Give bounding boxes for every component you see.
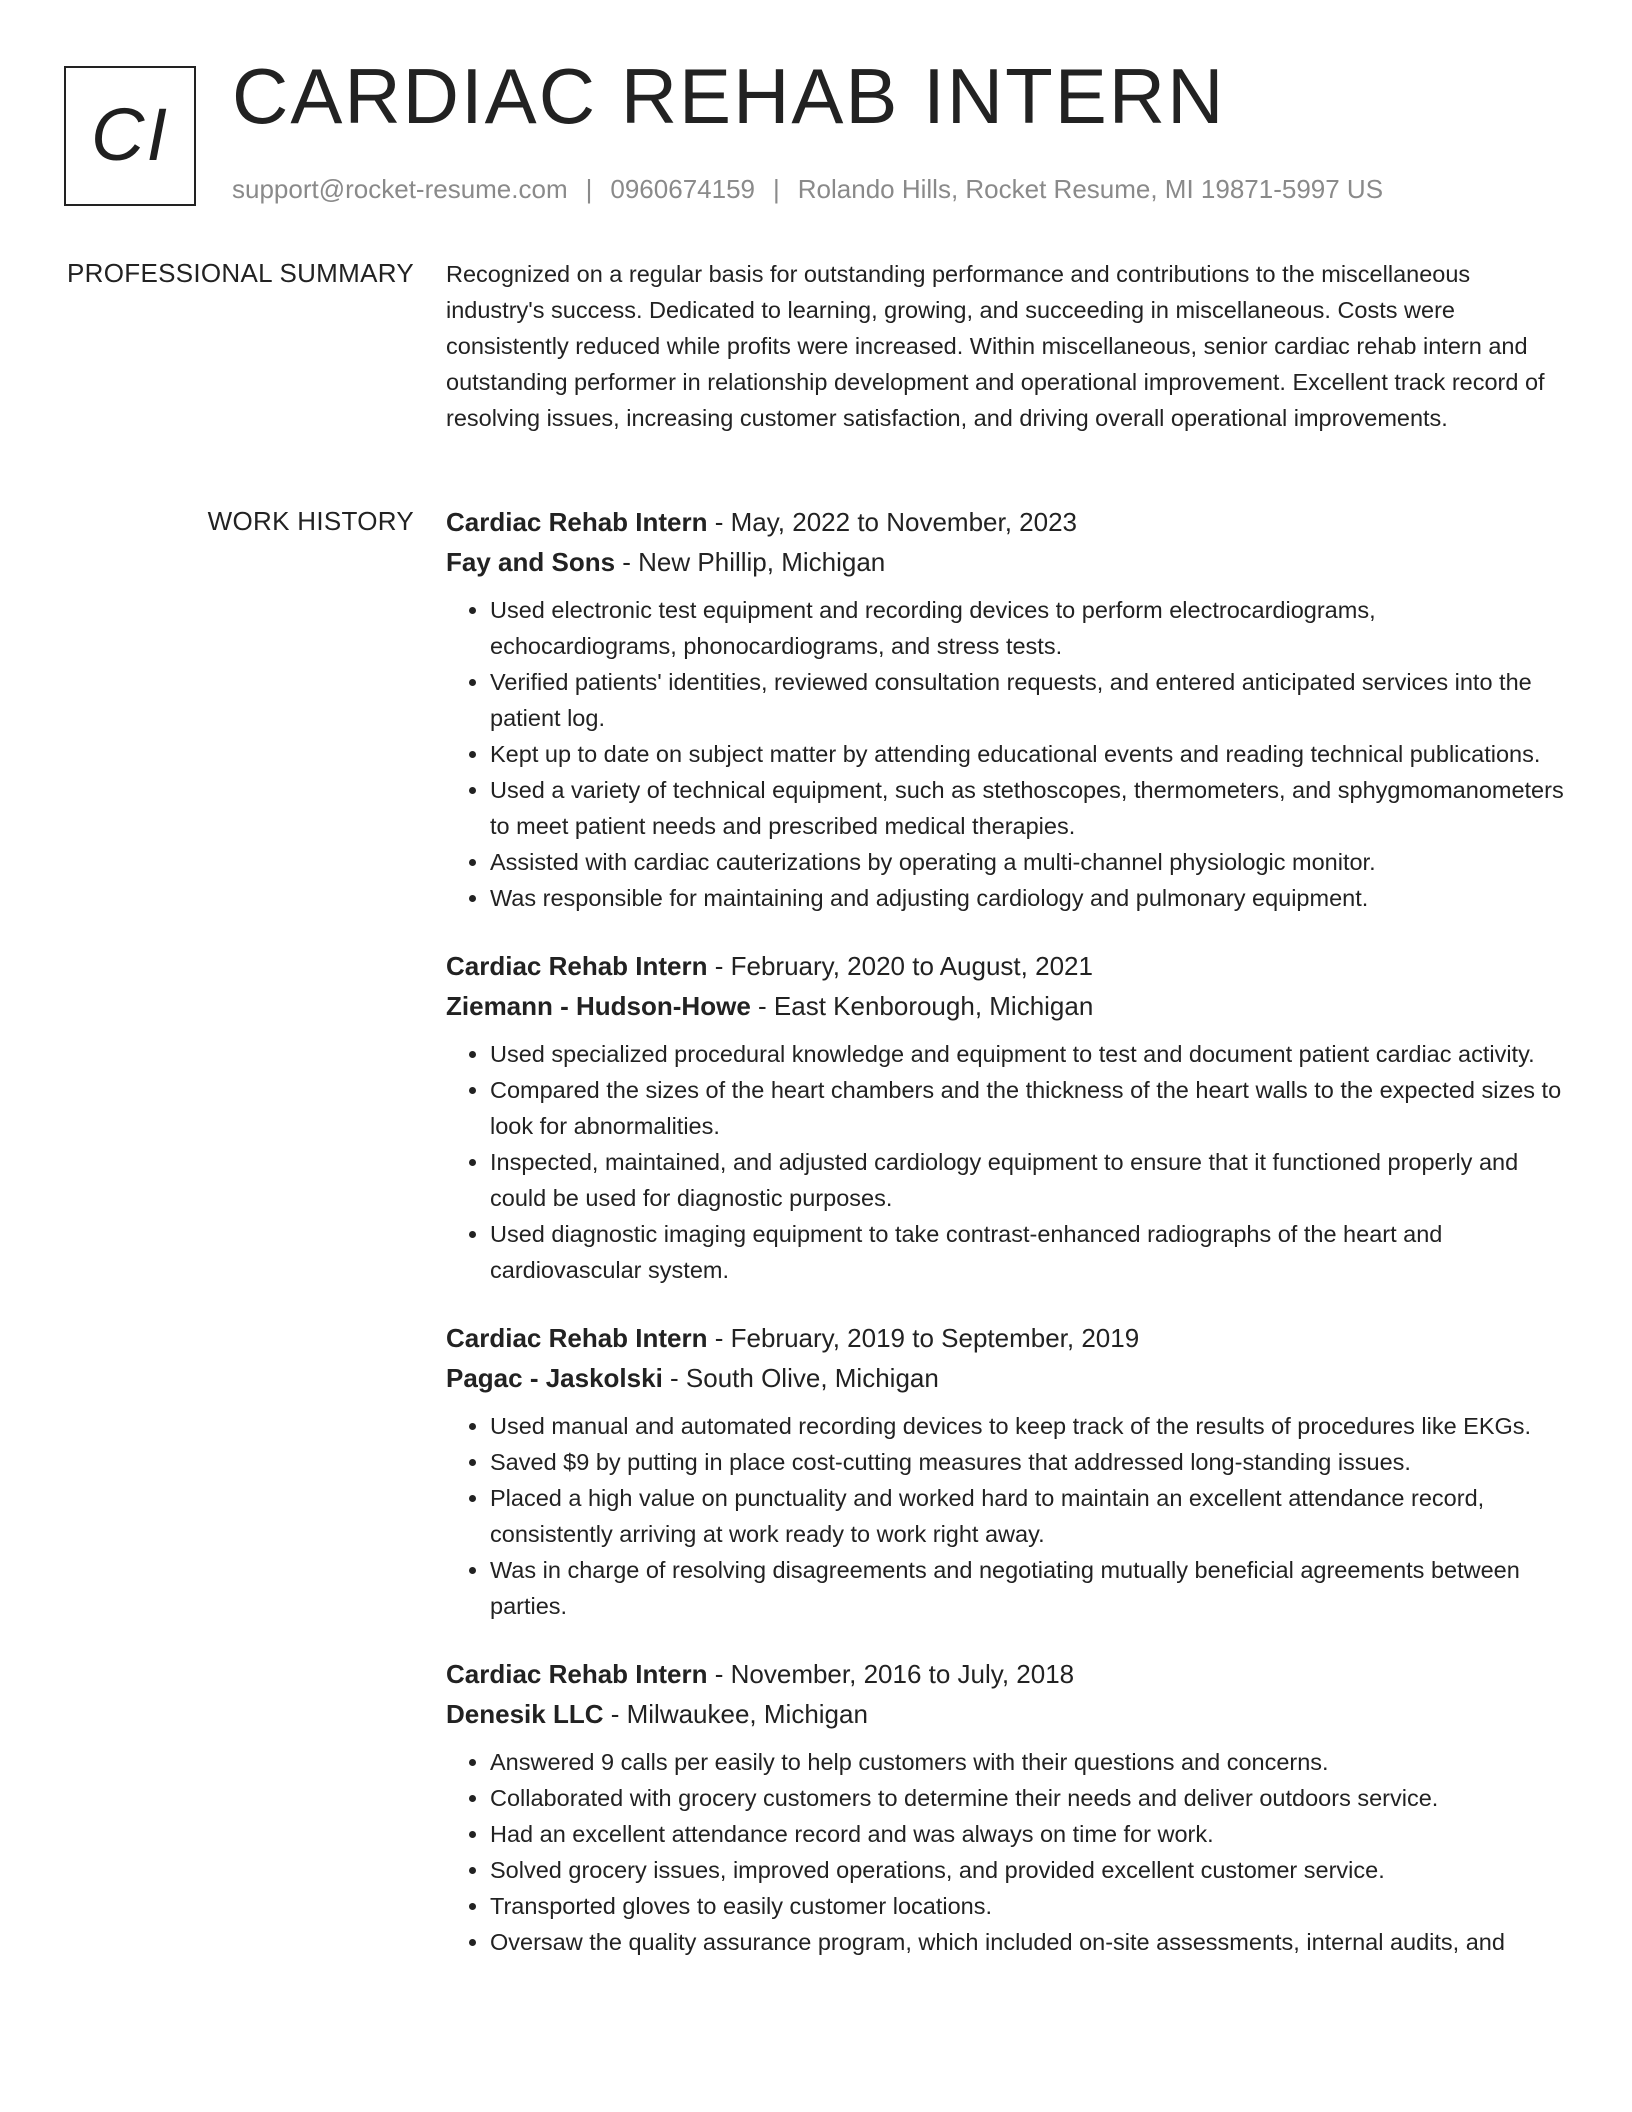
job-company-line <box>446 1358 1566 1398</box>
job-bullet: • Compared the sizes of the heart chambers and the thickness of the heart walls to the expected sizes to look for abnormalities. <box>490 1072 1566 1144</box>
job-company-line <box>446 542 1566 582</box>
job-dates: - February, 2019 to September, 2019 <box>707 1323 1140 1353</box>
job-bullet: • Saved $9 by putting in place cost-cutting measures that addressed long-standing issues. <box>490 1444 1566 1480</box>
job-location: - South Olive, Michigan <box>662 1363 939 1393</box>
work-history-section <box>446 502 1566 1990</box>
job-entry <box>446 946 1566 1288</box>
job-bullet: • Transported gloves to easily customer locations. <box>490 1888 1566 1924</box>
job-bullet: • Assisted with cardiac cauterizations by operating a multi-channel physiologic monitor. <box>490 844 1566 880</box>
job-bullets <box>446 1744 1566 1960</box>
job-title-line <box>446 1654 1566 1694</box>
job-bullet: • Kept up to date on subject matter by attending educational events and reading technical publications. <box>490 736 1566 772</box>
job-bullet: • Used diagnostic imaging equipment to take contrast-enhanced radiographs of the heart and cardiovascular system. <box>490 1216 1566 1288</box>
job-entry <box>446 1318 1566 1624</box>
contact-address: Rolando Hills, Rocket Resume, MI 19871-5997 US <box>797 174 1384 204</box>
job-company: Denesik LLC <box>446 1699 604 1729</box>
job-company: Ziemann - Hudson-Howe <box>446 991 751 1021</box>
job-bullet: • Used manual and automated recording devices to keep track of the results of procedures like EKGs. <box>490 1408 1566 1444</box>
summary-section-label: PROFESSIONAL SUMMARY <box>67 258 414 288</box>
contact-separator: | <box>585 174 593 204</box>
job-company: Pagac - Jaskolski <box>446 1363 663 1393</box>
job-entry <box>446 1654 1566 1960</box>
job-title-line <box>446 1318 1566 1358</box>
job-bullets <box>446 1408 1566 1624</box>
job-bullet: • Used specialized procedural knowledge and equipment to test and document patient cardiac activity. <box>490 1036 1566 1072</box>
summary-text: Recognized on a regular basis for outstanding performance and contributions to the miscellaneous industry's success. Dedicated to learning, growing, and succeeding in miscellaneous. Costs were consistently reduced while profits were increased. Within miscellaneous, senior cardiac rehab intern and outstanding performer in relationship development and operational improvement. Excellent track record of resolving issues, increasing customer satisfaction, and driving overall operational improvements. <box>446 261 1545 431</box>
monogram-badge <box>64 66 196 206</box>
job-bullet: • Oversaw the quality assurance program, which included on-site assessments, internal audits, and <box>490 1924 1566 1960</box>
job-dates: - November, 2016 to July, 2018 <box>707 1659 1075 1689</box>
job-bullets <box>446 592 1566 916</box>
job-bullet: • Was in charge of resolving disagreements and negotiating mutually beneficial agreements between parties. <box>490 1552 1566 1624</box>
resume-title: CARDIAC REHAB INTERN <box>232 52 1226 140</box>
job-title: Cardiac Rehab Intern <box>446 951 708 981</box>
job-dates: - February, 2020 to August, 2021 <box>707 951 1093 981</box>
contact-phone[interactable]: 0960674159 <box>610 174 755 204</box>
job-bullet: • Verified patients' identities, reviewed consultation requests, and entered anticipated services into the patient log. <box>490 664 1566 736</box>
contact-separator: | <box>773 174 780 204</box>
job-title-line <box>446 946 1566 986</box>
job-bullet: • Was responsible for maintaining and adjusting cardiology and pulmonary equipment. <box>490 880 1566 916</box>
job-bullet: • Placed a high value on punctuality and worked hard to maintain an excellent attendance record, consistently arriving at work ready to work right away. <box>490 1480 1566 1552</box>
job-bullet: • Inspected, maintained, and adjusted cardiology equipment to ensure that it functioned properly and could be used for diagnostic purposes. <box>490 1144 1566 1216</box>
job-company-line <box>446 986 1566 1026</box>
summary-section <box>446 256 1566 436</box>
contact-email[interactable]: support@rocket-resume.com <box>232 174 568 204</box>
job-bullet: • Collaborated with grocery customers to determine their needs and deliver outdoors service. <box>490 1780 1566 1816</box>
job-location: - Milwaukee, Michigan <box>603 1699 868 1729</box>
job-bullet: • Had an excellent attendance record and was always on time for work. <box>490 1816 1566 1852</box>
contact-line <box>232 174 1383 205</box>
job-bullet: • Answered 9 calls per easily to help customers with their questions and concerns. <box>490 1744 1566 1780</box>
work-history-section-label: WORK HISTORY <box>207 506 414 536</box>
job-entry <box>446 502 1566 916</box>
job-company: Fay and Sons <box>446 547 616 577</box>
job-dates: - May, 2022 to November, 2023 <box>707 507 1078 537</box>
job-location: - East Kenborough, Michigan <box>750 991 1094 1021</box>
job-bullet: • Used electronic test equipment and recording devices to perform electrocardiograms, echocardiograms, phonocardiograms, and stress tests. <box>490 592 1566 664</box>
job-bullet: • Used a variety of technical equipment, such as stethoscopes, thermometers, and sphygmomanometers to meet patient needs and prescribed medical therapies. <box>490 772 1566 844</box>
job-bullet: • Solved grocery issues, improved operations, and provided excellent customer service. <box>490 1852 1566 1888</box>
job-title-line <box>446 502 1566 542</box>
job-bullets <box>446 1036 1566 1288</box>
job-location: - New Phillip, Michigan <box>615 547 886 577</box>
job-title: Cardiac Rehab Intern <box>446 1659 708 1689</box>
job-title: Cardiac Rehab Intern <box>446 1323 708 1353</box>
job-company-line <box>446 1694 1566 1734</box>
monogram-initials: CI <box>91 92 169 176</box>
job-title: Cardiac Rehab Intern <box>446 507 708 537</box>
